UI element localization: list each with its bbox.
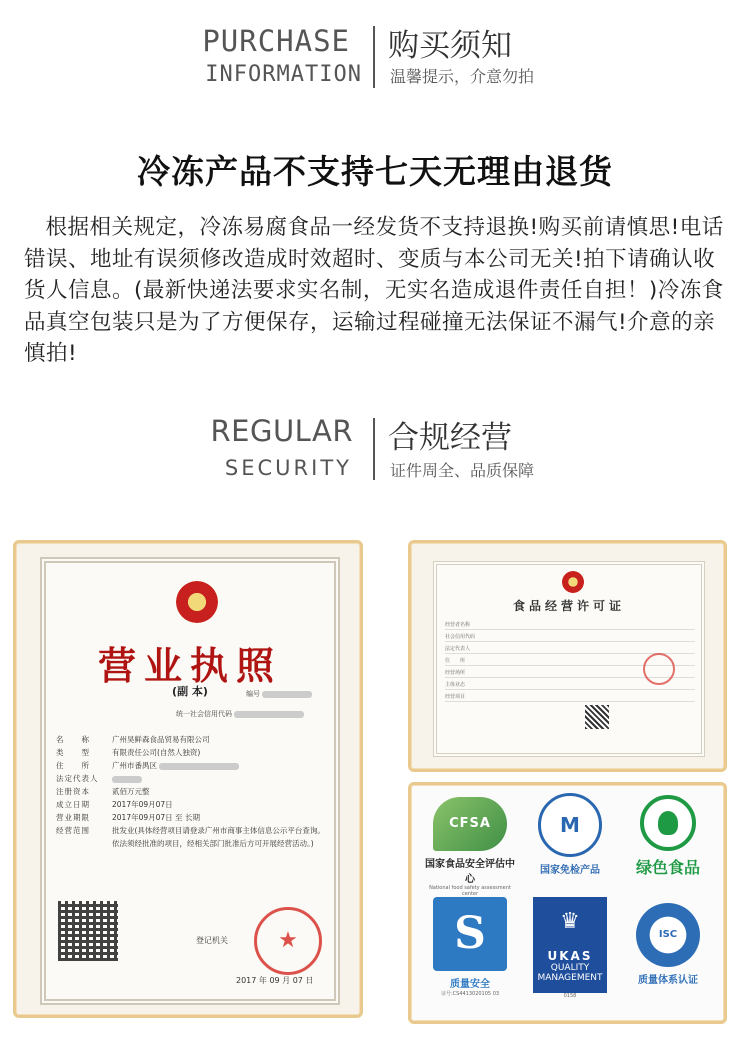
cfsa-sublabel: National food safety assessment center	[429, 885, 511, 897]
field-value: 有限责任公司(自然人独资)	[112, 748, 201, 757]
isc-label: 质量体系认证	[638, 975, 698, 986]
license-row	[56, 772, 326, 785]
header-cn-subtitle: 证件周全、品质保障	[390, 461, 535, 480]
license-title: 营业执照	[97, 643, 282, 688]
license-row	[56, 785, 326, 798]
field-value: 贰佰万元整	[112, 787, 150, 796]
permit-line: 住 所	[445, 657, 695, 666]
quality-safety-logo	[425, 897, 515, 997]
ukas-mark-text: UKAS	[547, 949, 593, 963]
license-fields	[56, 733, 326, 850]
quality-safety-label: 质量安全	[450, 979, 490, 990]
issue-date: 2017 年 09 月 07 日	[236, 976, 314, 985]
header-cn-title: 购买须知	[388, 28, 512, 64]
qr-code-icon	[585, 705, 609, 729]
header-cn-subtitle: 温馨提示，介意勿拍	[390, 67, 535, 86]
quality-safety-sublabel: 证号:CS4413020105 03	[440, 991, 500, 997]
crown-icon: ♛	[560, 909, 580, 934]
business-license-frame	[13, 540, 363, 1018]
field-key: 经营范围	[56, 826, 90, 835]
business-license	[40, 557, 340, 1005]
cfsa-icon: CFSA	[433, 797, 507, 851]
permit-line: 经营项目	[445, 693, 695, 702]
food-permit-frame	[408, 540, 727, 772]
green-food-logo	[623, 795, 713, 878]
header-en-line1: PURCHASE	[202, 24, 350, 58]
field-key: 法定代表人	[56, 774, 99, 783]
regular-security-header	[0, 408, 750, 488]
cfsa-logo	[425, 797, 515, 897]
notice-body: 根据相关规定，冷冻易腐食品一经发货不支持退换!购买前请慎思!电话错误、地址有误须修改造成时效超时、变质与本公司无关!拍下请确认收货人信息。(最新快递法要求实名制，无实名造成退件责任自担！)冷冻食品真空包装只是为了方便保存，运输过程碰撞无法保证不漏气!介意的亲慎拍!	[24, 215, 724, 366]
ukas-icon	[533, 897, 607, 993]
credit-code-blur	[234, 711, 304, 718]
field-key: 名 称	[56, 735, 90, 744]
inspection-exempt-label: 国家免检产品	[540, 865, 600, 876]
permit-line: 经营者名称	[445, 621, 695, 630]
permit-line: 法定代表人	[445, 645, 695, 654]
field-value	[112, 759, 326, 772]
address-blur	[159, 763, 239, 770]
field-key: 营业期限	[56, 813, 90, 822]
ukas-label: QUALITY MANAGEMENT	[537, 963, 603, 983]
food-permit	[433, 561, 705, 757]
field-key: 住 所	[56, 761, 90, 770]
field-key: 类 型	[56, 748, 90, 757]
license-row	[56, 733, 326, 746]
green-food-icon	[640, 795, 696, 851]
certification-logos-frame	[408, 782, 727, 1024]
license-copy-label: (副 本)	[172, 685, 208, 698]
cfsa-label: 国家食品安全评估中心	[425, 859, 515, 885]
license-row	[56, 798, 326, 811]
ukas-logo	[525, 897, 615, 999]
name-blur	[112, 776, 142, 783]
isc-logo	[623, 903, 713, 986]
header-divider	[373, 418, 375, 480]
national-emblem-icon	[176, 581, 218, 623]
serial-label: 编号	[246, 690, 260, 698]
inspection-exempt-icon: M	[538, 793, 602, 857]
field-value: 广州昊鲜森食品贸易有限公司	[112, 735, 210, 744]
license-credit-code	[176, 709, 304, 719]
address-text: 广州市番禺区	[112, 761, 157, 770]
field-value	[112, 772, 326, 785]
national-emblem-icon	[562, 571, 584, 593]
field-value: 批发业(具体经营项目请登录广州市商事主体信息公示平台查询。依法须经批准的项目，经相关部门批准后方可开展经营活动。)	[112, 826, 325, 848]
permit-line: 主体业态	[445, 681, 695, 690]
field-value: 2017年09月07日	[112, 800, 173, 809]
license-serial	[246, 689, 312, 699]
header-en-line2: INFORMATION	[205, 62, 362, 87]
official-seal-icon	[643, 653, 675, 685]
official-seal-icon: ★	[254, 907, 322, 975]
header-en-line1: REGULAR	[210, 414, 353, 448]
field-key: 成立日期	[56, 800, 90, 809]
qr-code-icon	[58, 901, 118, 961]
registrar-label: 登记机关	[196, 936, 228, 945]
header-cn-title: 合规经营	[388, 420, 512, 456]
green-food-label: 绿色食品	[635, 858, 700, 877]
header-en-line2: SECURITY	[224, 456, 352, 480]
license-row	[56, 746, 326, 759]
serial-blur	[262, 691, 312, 698]
isc-icon: ISC	[636, 903, 700, 967]
header-divider	[373, 26, 375, 88]
ukas-sublabel: 0158	[563, 993, 577, 999]
qs-icon: S	[433, 897, 507, 971]
permit-title: 食品经营许可证	[512, 599, 625, 613]
license-row	[56, 811, 326, 824]
permit-line: 经营场所	[445, 669, 695, 678]
license-row	[56, 759, 326, 772]
notice-title: 冷冻产品不支持七天无理由退货	[137, 152, 613, 191]
field-value: 2017年09月07日 至 长期	[112, 813, 200, 822]
purchase-info-header	[0, 18, 750, 98]
field-key: 注册资本	[56, 787, 90, 796]
inspection-exempt-logo	[525, 793, 615, 876]
license-row	[56, 824, 326, 850]
permit-line: 社会信用代码	[445, 633, 695, 642]
credit-code-label: 统一社会信用代码	[176, 710, 232, 718]
